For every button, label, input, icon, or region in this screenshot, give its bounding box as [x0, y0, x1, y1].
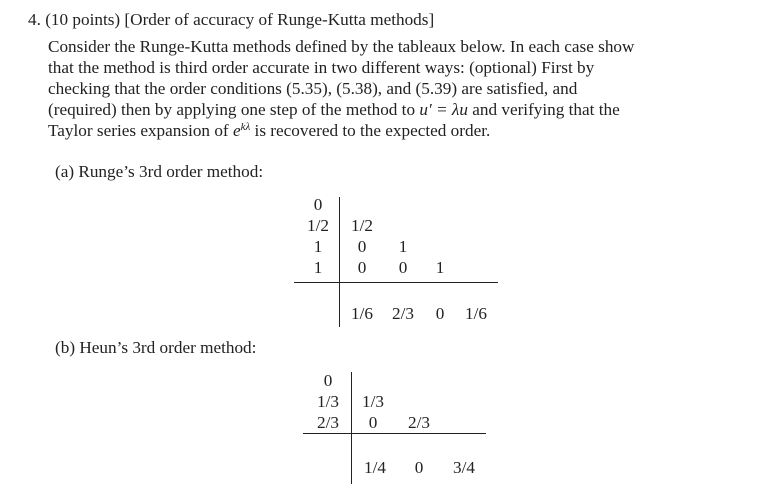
tableau-a-horizontal-rule [294, 282, 498, 283]
paragraph-line-4 [48, 100, 620, 120]
tableau-a-vertical-rule [339, 197, 340, 327]
line5-prefix: Taylor series expansion of [48, 121, 233, 140]
tableau-a-c-2: 1 [313, 237, 323, 256]
tableau-b-b-2: 3/4 [453, 458, 475, 477]
tableau-a-c-1: 1/2 [307, 216, 329, 235]
part-b-label: (b) Heun’s 3rd order method: [55, 338, 257, 357]
part-a-label: (a) Runge’s 3rd order method: [55, 162, 264, 181]
tableau-a-a-3-0: 0 [357, 258, 367, 277]
tableau-a-c-0: 0 [313, 195, 323, 214]
problem-header: 4. (10 points) [Order of accuracy of Runge-Kutta methods] [28, 10, 435, 29]
tableau-a-b-1: 2/3 [392, 304, 414, 323]
exp-superscript: kλ [240, 121, 251, 133]
tableau-b-c-1: 1/3 [317, 392, 339, 411]
tableau-b-vertical-rule [351, 372, 352, 484]
paragraph-line-1: Consider the Runge-Kutta methods defined by the tableaux below. In each case show [48, 37, 635, 56]
tableau-a-b-3: 1/6 [465, 304, 487, 323]
tableau-b-a-1-0: 1/3 [362, 392, 384, 411]
tableau-a-a-2-1: 1 [398, 237, 408, 256]
tableau-b-b-1: 0 [414, 458, 424, 477]
tableau-a-c-3: 1 [313, 258, 323, 277]
paragraph-line-5 [48, 121, 490, 141]
line4-suffix: and verifying that the [467, 100, 620, 119]
tableau-a-a-3-2: 1 [435, 258, 445, 277]
tableau-a-a-2-0: 0 [357, 237, 367, 256]
paragraph-line-3: checking that the order conditions (5.35), (5.38), and (5.39) are satisfied, and [48, 79, 578, 98]
ode-equation: u′ = λu [419, 100, 468, 119]
paragraph-line-2: that the method is third order accurate in two different ways: (optional) First by [48, 58, 595, 77]
tableau-b-c-2: 2/3 [317, 413, 339, 432]
tableau-a-a-3-1: 0 [398, 258, 408, 277]
tableau-b-c-0: 0 [323, 371, 333, 390]
tableau-b-a-2-0: 0 [368, 413, 378, 432]
line5-suffix: is recovered to the expected order. [250, 121, 491, 140]
line4-prefix: (required) then by applying one step of the method to [48, 100, 420, 119]
tableau-b-horizontal-rule [303, 433, 486, 434]
tableau-a-a-1-0: 1/2 [351, 216, 373, 235]
exp-base: e [232, 121, 241, 140]
tableau-b-a-2-1: 2/3 [408, 413, 430, 432]
tableau-b-b-0: 1/4 [364, 458, 386, 477]
tableau-a-b-0: 1/6 [351, 304, 373, 323]
tableau-a-b-2: 0 [435, 304, 445, 323]
